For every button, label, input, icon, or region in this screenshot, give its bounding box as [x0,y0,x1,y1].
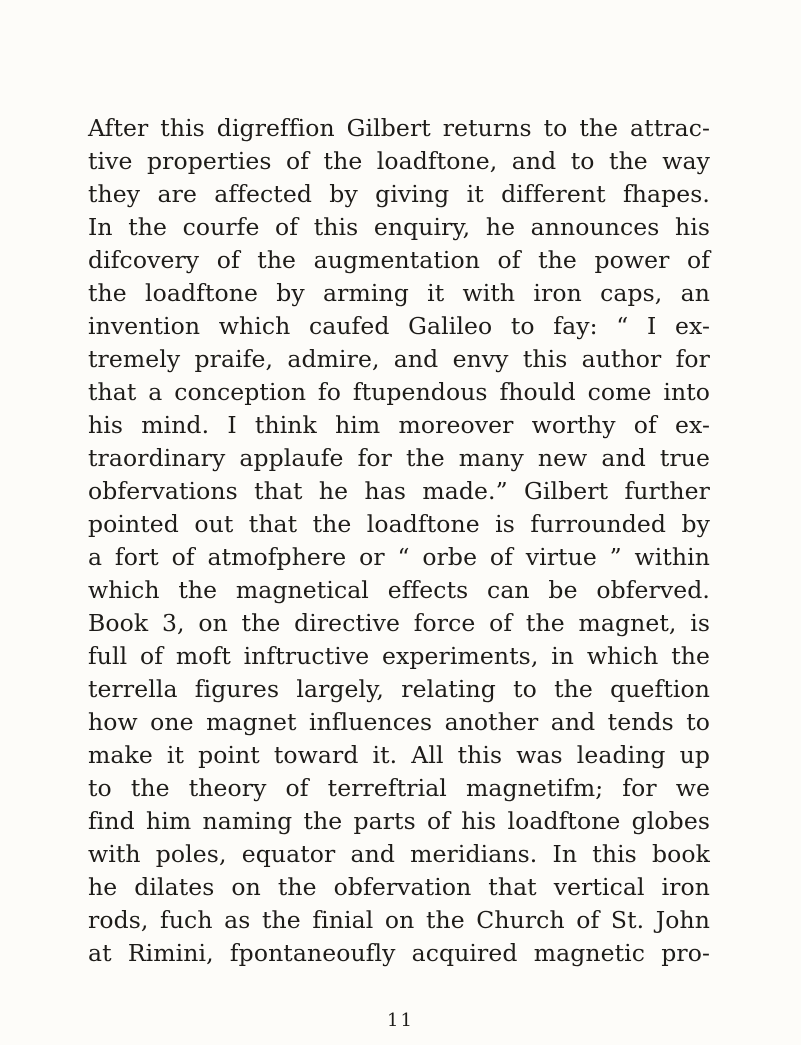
text-line: difcovery of the augmentation of the power of [88,246,710,274]
text-line: make it point toward it. All this was leading up [88,741,710,769]
text-line: find him naming the parts of his loadftone globes [88,807,710,835]
body-text [88,112,710,970]
text-line: obfervations that he has made.” Gilbert further [88,477,710,505]
page-number: 11 [387,1010,414,1031]
text-line: Book 3, on the directive force of the magnet, is [88,609,710,637]
text-line: traordinary applaufe for the many new and true [88,444,710,472]
text-line: After this digreffion Gilbert returns to the attrac- [88,114,710,142]
text-line: tremely praife, admire, and envy this author for [88,345,710,373]
text-line: with poles, equator and meridians. In this book [88,840,710,868]
text-line: terrella figures largely, relating to the queftion [88,675,710,703]
text-line: how one magnet influences another and tends to [88,708,710,736]
text-line: In the courfe of this enquiry, he announces his [88,213,710,241]
text-line: his mind. I think him moreover worthy of ex- [88,411,710,439]
text-line: they are affected by giving it different fhapes. [88,180,710,208]
text-line: which the magnetical effects can be obferved. [88,576,710,604]
text-line: at Rimini, fpontaneoufly acquired magnetic pro- [88,939,710,967]
text-line: full of moft inftructive experiments, in which the [88,642,710,670]
text-line: tive properties of the loadftone, and to the way [88,147,710,175]
text-line: a fort of atmofphere or “ orbe of virtue ” within [88,543,710,571]
text-line: rods, fuch as the finial on the Church of St. John [88,906,710,934]
text-line: pointed out that the loadftone is furrounded by [88,510,710,538]
text-line: the loadftone by arming it with iron caps, an [88,279,710,307]
text-line: to the theory of terreftrial magnetifm; for we [88,774,710,802]
text-line: invention which caufed Galileo to fay: “ I ex- [88,312,710,340]
text-line: that a conception fo ftupendous fhould come into [88,378,710,406]
text-line: he dilates on the obfervation that vertical iron [88,873,710,901]
